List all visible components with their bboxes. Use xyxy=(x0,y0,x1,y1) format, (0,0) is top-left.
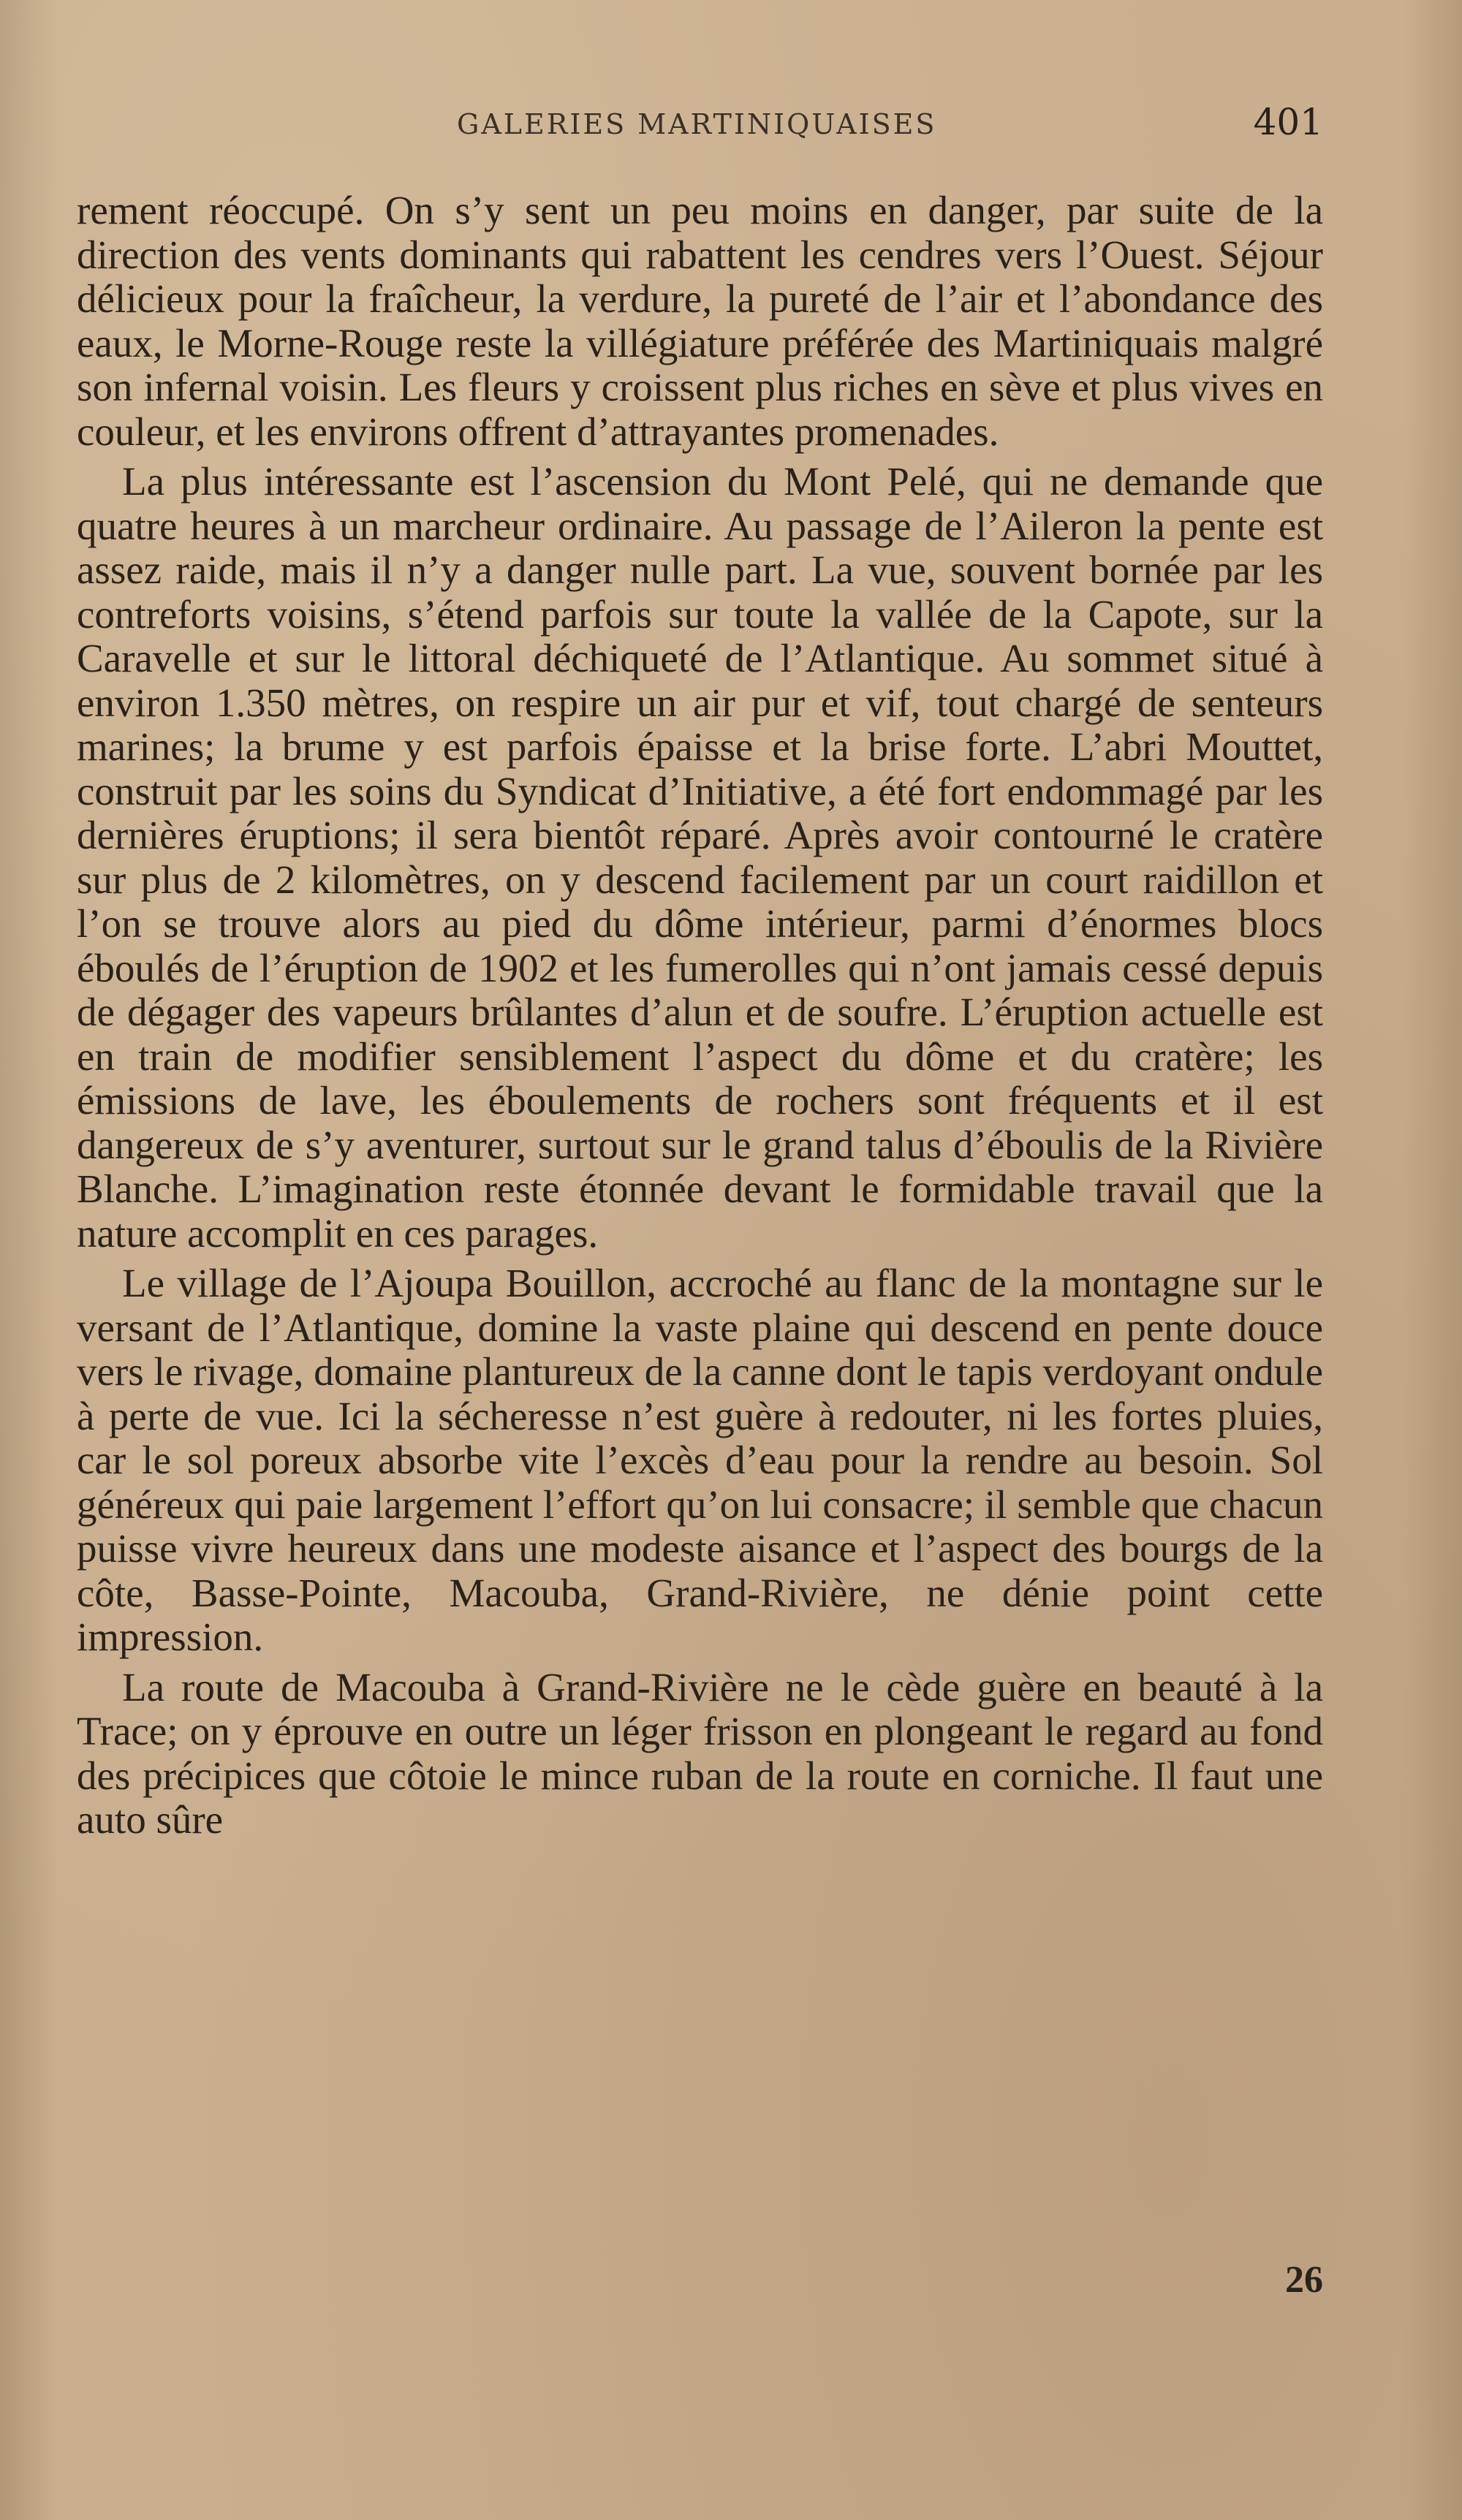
paragraph: rement réoccupé. On s’y sent un peu moins en danger, par suite de la direction des vents dominants qui rabattent les cendres vers l’Ouest. Séjour délicieux pour la fraîcheur, la verdure, la pureté de l’air et l’abondance des eaux, le Morne-Rouge reste la villégiature préférée des Martiniquais malgré son infernal voisin. Les fleurs y croissent plus riches en sève et plus vives en couleur, et les environs offrent d’attrayantes promenades. xyxy=(77,188,1323,454)
body-text xyxy=(77,189,1323,1848)
running-header xyxy=(77,101,1323,145)
paragraph: La plus intéressante est l’ascension du Mont Pelé, qui ne demande que quatre heures à un marcheur ordinaire. Au passage de l’Aileron la pente est assez raide, mais il n’y a danger nulle part. La vue, souvent bornée par les contreforts voisins, s’étend parfois sur toute la vallée de la Capote, sur la Caravelle et sur le littoral déchiqueté de l’Atlantique. Au sommet situé à environ 1.350 mètres, on respire un air pur et vif, tout chargé de senteurs marines; la brume y est parfois épaisse et la brise forte. L’abri Mouttet, construit par les soins du Syndicat d’Initiative, a été fort endommagé par les dernières éruptions; il sera bientôt réparé. Après avoir contourné le cratère sur plus de 2 kilomètres, on y descend facilement par un court raidillon et l’on se trouve alors au pied du dôme intérieur, parmi d’énormes blocs éboulés de l’éruption de 1902 et les fumerolles qui n’ont jamais cessé depuis de dégager des vapeurs brûlantes d’alun et de soufre. L’éruption actuelle est en train de modifier sensiblement l’aspect du dôme et du cratère; les émissions de lave, les éboulements de rochers sont fréquents et il est dangereux de s’y aventurer, surtout sur le grand talus d’éboulis de la Rivière Blanche. L’imagination reste étonnée devant le formidable travail que la nature accomplit en ces parages. xyxy=(77,459,1323,1256)
paragraph: La route de Macouba à Grand-Rivière ne le cède guère en beauté à la Trace; on y éprouve en outre un léger frisson en plongeant le regard au fond des précipices que côtoie le mince ruban de la route en corniche. Il faut une auto sûre xyxy=(77,1664,1323,1842)
paragraph: Le village de l’Ajoupa Bouillon, accroché au flanc de la montagne sur le versant de l’Atlantique, domine la vaste plaine qui descend en pente douce vers le rivage, domaine plantureux de la canne dont le tapis verdoyant ondule à perte de vue. Ici la sécheresse n’est guère à redouter, ni les fortes pluies, car le sol poreux absorbe vite l’excès d’eau pour la rendre au besoin. Sol généreux qui paie largement l’effort qu’on lui consacre; il semble que chacun puisse vivre heureux dans une modeste aisance et l’aspect des bourgs de la côte, Basse-Pointe, Macouba, Grand-Rivière, ne dénie point cette impression. xyxy=(77,1261,1323,1659)
page-number: 401 xyxy=(1253,101,1323,143)
signature-mark: 26 xyxy=(1285,2259,1323,2301)
running-title: GALERIES MARTINIQUAISES xyxy=(457,108,937,140)
